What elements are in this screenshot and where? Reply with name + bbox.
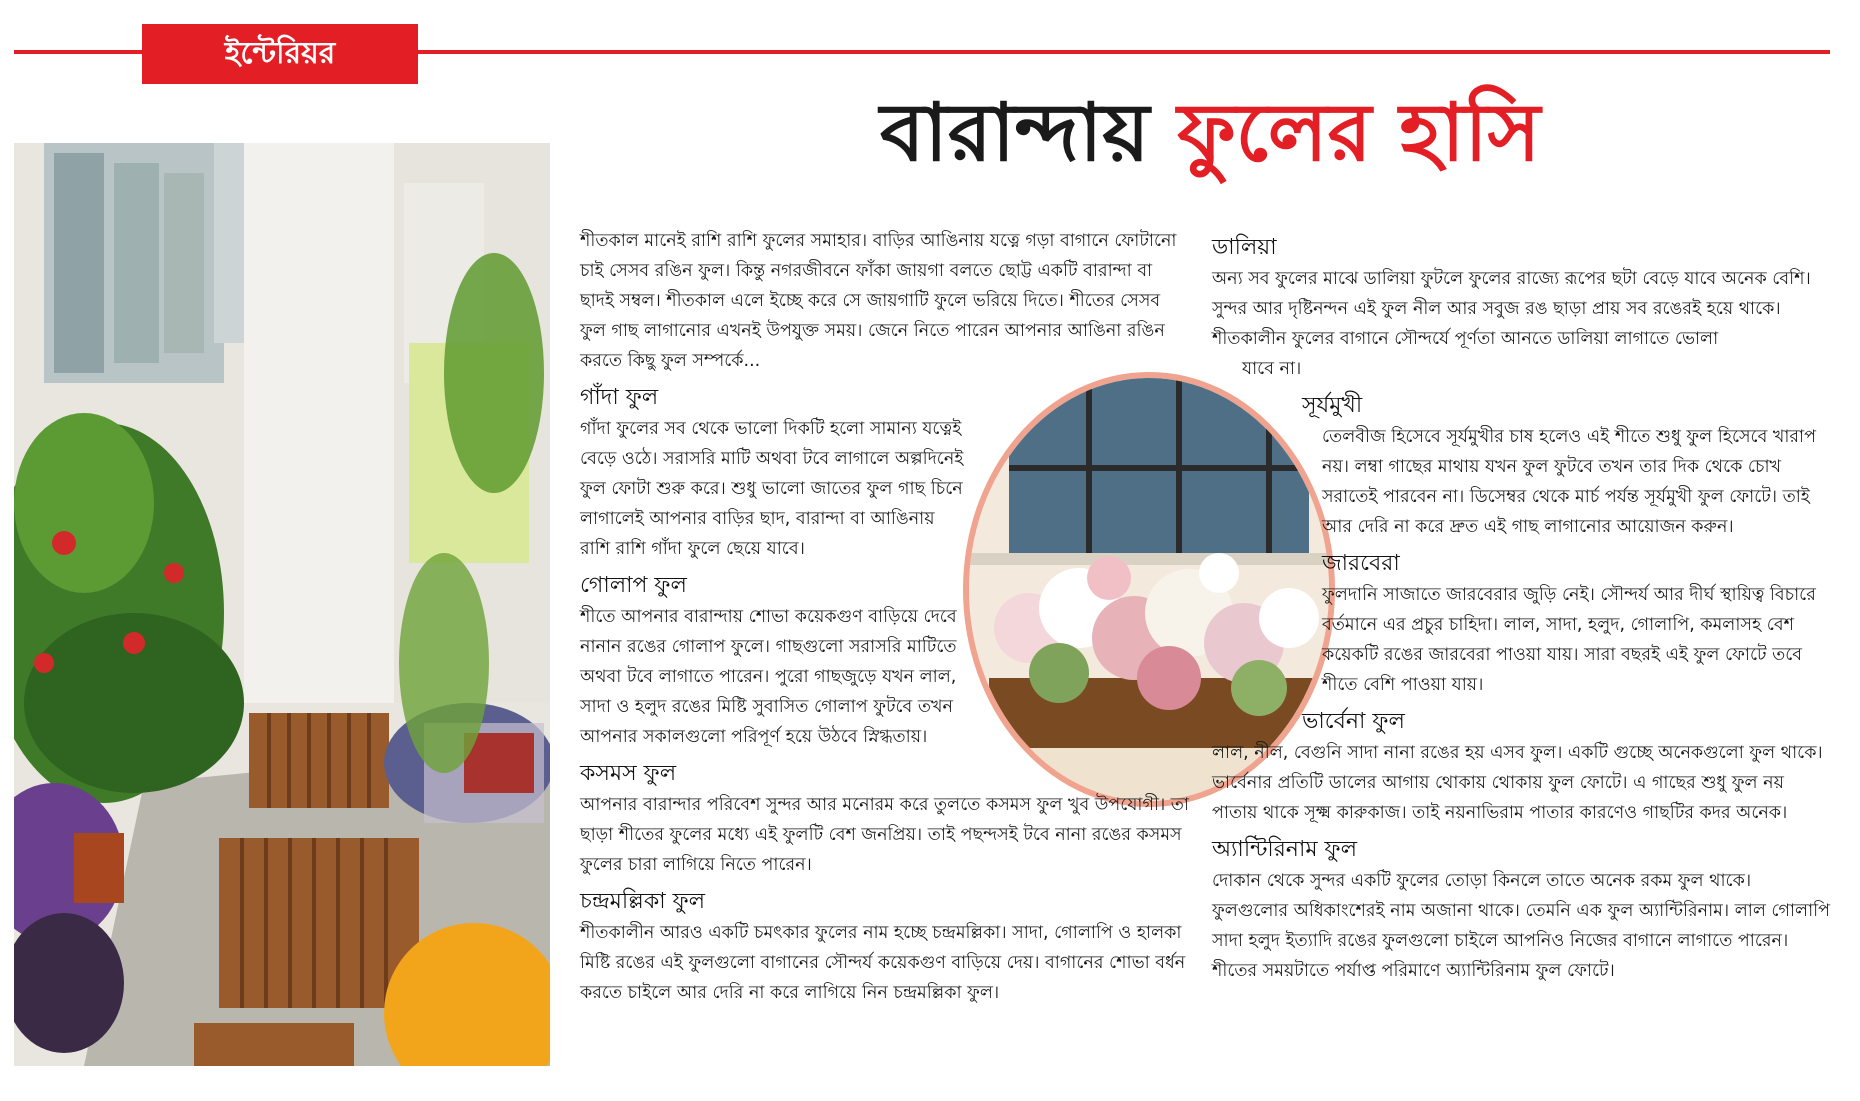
section-title-ganda: গাঁদা ফুল <box>580 385 659 410</box>
section-title-surjo: সূর্যমুখী <box>1302 393 1363 418</box>
section-body-dahlia <box>1212 264 1832 354</box>
section-body-verbena: লাল, নীল, বেগুনি সাদা নানা রঙের হয় এসব ফুল। একটি গুচ্ছে অনেকগুলো ফুল থাকে। ভার্বেনার প্রতিটি ডালের আগায় থোকায় থোকায় ফুল ফোটে। এ গাছের শুধু ফুল নয় পাতায় থাকে সূক্ষ্ম কারুকাজ। তাই নয়নাভিরাম পাতার কারণেও গাছটির কদর অনেক। <box>1212 743 1823 823</box>
section-body-golap: শীতে আপনার বারান্দায় শোভা কয়েকগুণ বাড়িয়ে দেবে নানান রঙের গোলাপ ফুলে। গাছগুলো সরাসরি মাটিতে অথবা টবে লাগাতে পারেন। পুরো গাছজুড়ে যখন লাল, সাদা ও হলুদ রঙের মিষ্টি সুবাসিত গোলাপ ফুটবে তখন আপনার সকালগুলো পরিপূর্ণ হয়ে উঠবে স্নিগ্ধতায়। <box>580 607 957 747</box>
section-label: ইন্টেরিয়র <box>142 24 418 84</box>
section-title-kosmos: কসমস ফুল <box>580 761 677 786</box>
section-body-jarbera: ফুলদানি সাজাতে জারবেরার জুড়ি নেই। সৌন্দর্য আর দীর্ঘ স্থায়িত্ব বিচারে বর্তমানে এর প্রচুর চাহিদা। লাল, সাদা, হলুদ, গোলাপি, কমলাসহ বেশ কয়েকটি রঙের জারবেরা পাওয়া যায়। সারা বছরই এই ফুল ফোটে তবে শীতে বেশি পাওয়া যায়। <box>1322 585 1816 695</box>
section-body-dahlia-tail: যাবে না। <box>1242 359 1302 379</box>
section-body-chandra: শীতকালীন আরও একটি চমৎকার ফুলের নাম হচ্ছে চন্দ্রমল্লিকা। সাদা, গোলাপি ও হালকা মিষ্টি রঙের এই ফুলগুলো বাগানের সৌন্দর্য কয়েকগুণ বাড়িয়ে দেয়। বাগানের শোভা বর্ধন করতে চাইলে আর দেরি না করে লাগিয়ে নিন চন্দ্রমল্লিকা ফুল। <box>580 923 1186 1003</box>
section-body-kosmos: আপনার বারান্দার পরিবেশ সুন্দর আর মনোরম করে তুলতে কসমস ফুল খুব উপযোগী। তা ছাড়া শীতের ফুলের মধ্যে এই ফুলটি বেশ জনপ্রিয়। তাই পছন্দসই টবে নানা রঙের কসমস ফুলের চারা লাগিয়ে নিতে পারেন। <box>580 795 1189 875</box>
section-title-verbena: ভার্বেনা ফুল <box>1302 709 1405 734</box>
section-title-antirrhinum: অ্যান্টিরিনাম ফুল <box>1212 837 1358 862</box>
section-body-antirrhinum: দোকান থেকে সুন্দর একটি ফুলের তোড়া কিনলে তাতে অনেক রকম ফুল থাকে। ফুলগুলোর অধিকাংশেরই নাম অজানা থাকে। তেমনি এক ফুল অ্যান্টিরিনাম। লাল গোলাপি সাদা হলুদ ইত্যাদি রঙের ফুলগুলো চাইলে আপনিও নিজের বাগানে লাগাতে পারেন। শীতের সময়টাতে পর্যাপ্ত পরিমাণে অ্যান্টিরিনাম ফুল ফোটে। <box>1212 871 1831 981</box>
section-title-jarbera: জারবেরা <box>1322 551 1400 576</box>
balcony-photo <box>14 143 550 1066</box>
headline-part1: বারান্দায় <box>880 86 1150 179</box>
intro-paragraph: শীতকাল মানেই রাশি রাশি ফুলের সমাহার। বাড়ির আঙিনায় যত্নে গড়া বাগানে ফোটানো চাই সেসব রঙিন ফুল। কিন্তু নগরজীবনে ফাঁকা জায়গা বলতে ছোট্ট একটি বারান্দা বা ছাদই সম্বল। শীতকাল এলে ইচ্ছে করে সে জায়গাটি ফুলে ভরিয়ে দিতে। শীতের সেসব ফুল গাছ লাগানোর এখনই উপযুক্ত সময়। জেনে নিতে পারেন আপনার আঙিনা রঙিন করতে কিছু ফুল সম্পর্কে... <box>580 231 1177 371</box>
left-text-column <box>580 226 1190 1014</box>
section-body-ganda: গাঁদা ফুলের সব থেকে ভালো দিকটি হলো সামান্য যত্নেই বেড়ে ওঠে। সরাসরি মাটি অথবা টবে লাগালে অল্পদিনেই ফুল ফোটা শুরু করে। শুধু ভালো জাতের ফুল গাছ চিনে লাগালেই আপনার বাড়ির ছাদ, বারান্দা বা আঙিনায় রাশি রাশি গাঁদা ফুলে ছেয়ে যাবে। <box>580 419 964 559</box>
headline-part2: ফুলের হাসি <box>1177 86 1541 179</box>
headline <box>880 78 1760 188</box>
section-title-dahlia: ডালিয়া <box>1212 235 1277 260</box>
section-body-dahlia-main: অন্য সব ফুলের মাঝে ডালিয়া ফুটলে ফুলের রাজ্যে রূপের ছটা বেড়ে যাবে অনেক বেশি। সুন্দর আর দৃষ্টিনন্দন এই ফুল নীল আর সবুজ রঙ ছাড়া প্রায় সব রঙেরই হয়ে থাকে। শীতকালীন ফুলের বাগানে সৌন্দর্যে পূর্ণতা আনতে ডালিয়া লাগাতে ভোলা <box>1212 269 1811 349</box>
section-title-golap: গোলাপ ফুল <box>580 573 687 598</box>
right-text-column <box>1212 228 1832 992</box>
section-body-surjo: তেলবীজ হিসেবে সূর্যমুখীর চাষ হলেও এই শীতে শুধু ফুল হিসেবে খারাপ নয়। লম্বা গাছের মাথায় যখন ফুল ফুটবে তখন তার দিক থেকে চোখ সরাতেই পারবেন না। ডিসেম্বর থেকে মার্চ পর্যন্ত সূর্যমুখী ফুল ফোটে। তাই আর দেরি না করে দ্রুত এই গাছ লাগানোর আয়োজন করুন। <box>1322 427 1817 537</box>
section-title-chandra: চন্দ্রমল্লিকা ফুল <box>580 889 706 914</box>
